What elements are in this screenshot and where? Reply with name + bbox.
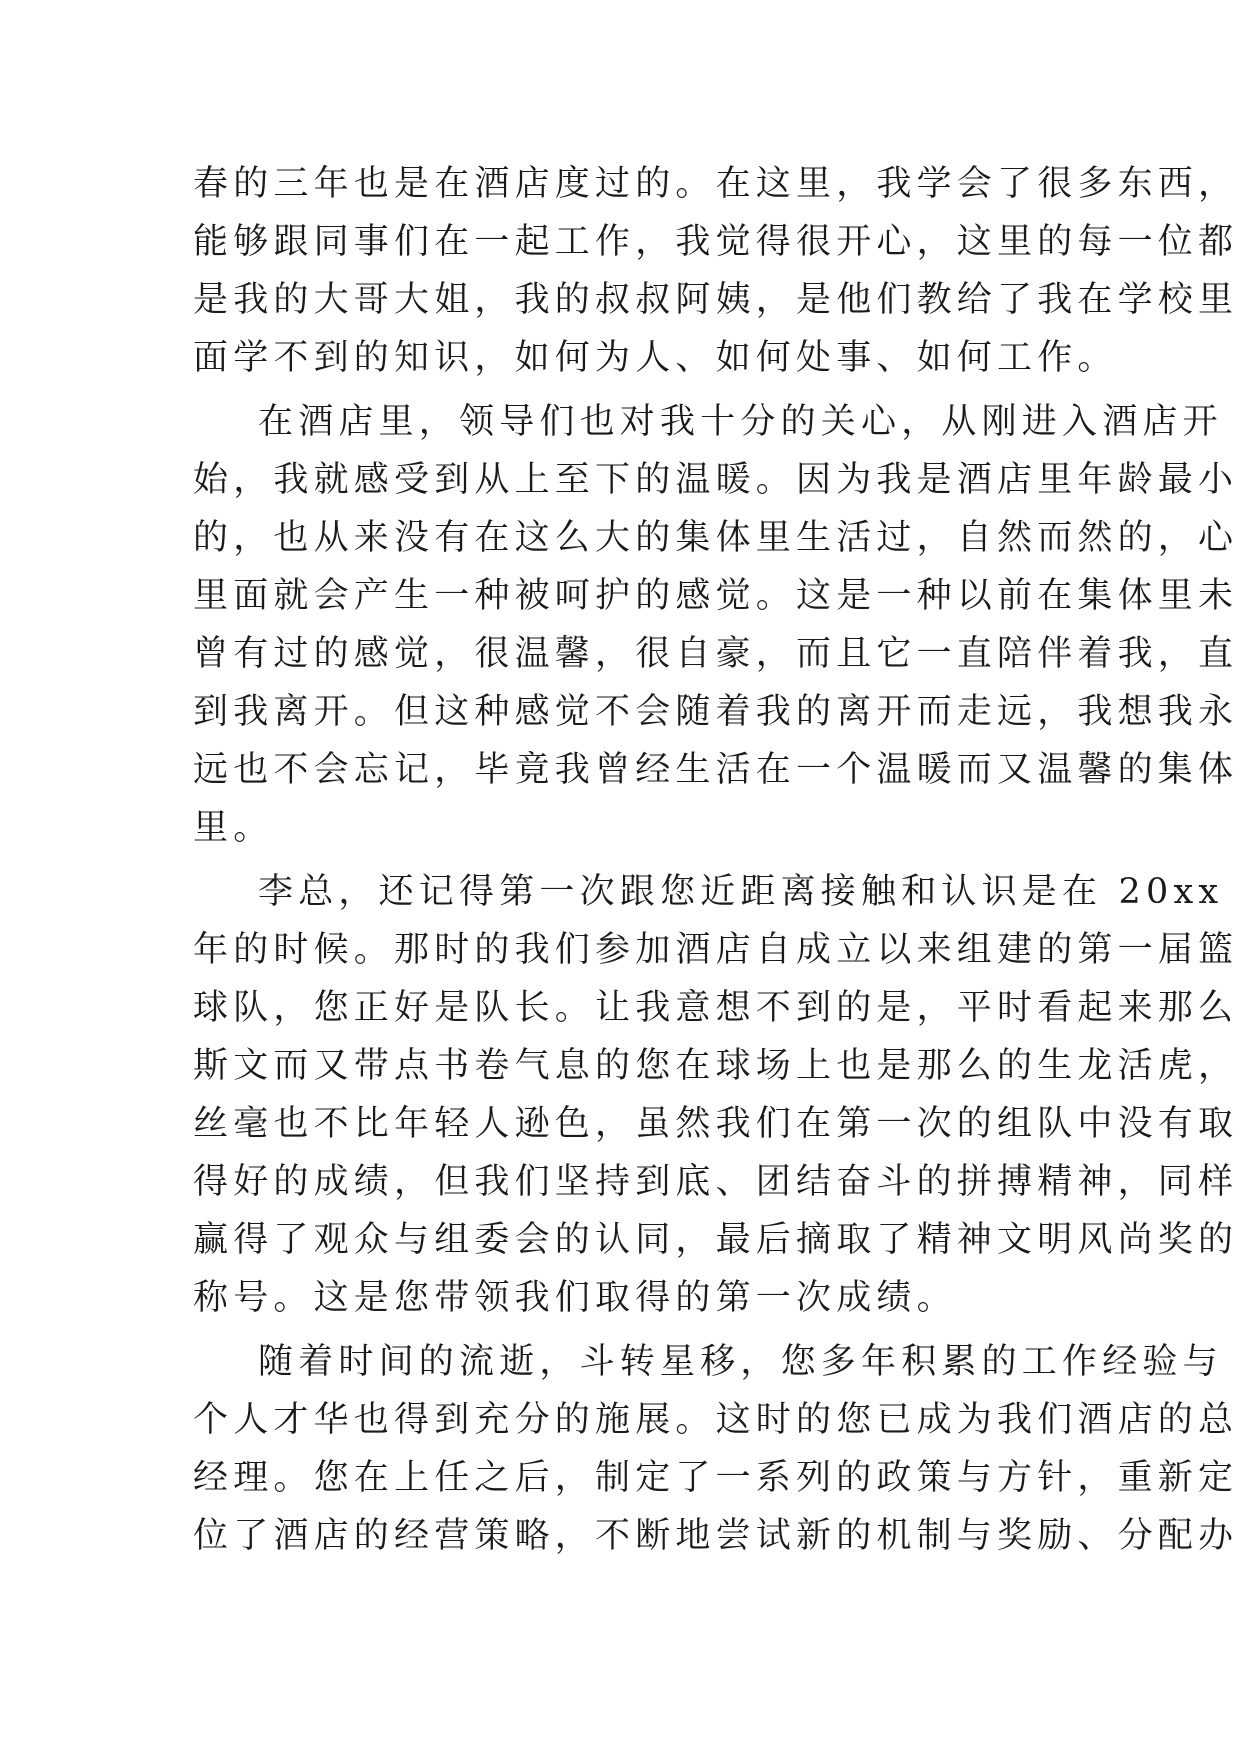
text-line: 经理。您在上任之后，制定了一系列的政策与方针，重新定 [193,1458,1239,1498]
text-line: 称号。这是您带领我们取得的第一次成绩。 [193,1278,957,1318]
paragraph-first-line: 随着时间的流逝，斗转星移，您多年积累的工作经验与 [258,1342,1223,1382]
text-line: 个人才华也得到充分的施展。这时的您已成为我们酒店的总 [193,1400,1239,1440]
text-line: 里。 [193,808,274,848]
text-line: 能够跟同事们在一起工作，我觉得很开心，这里的每一位都 [193,222,1239,262]
paragraph-first-line: 在酒店里，领导们也对我十分的关心，从刚进入酒店开 [258,402,1223,442]
text-line: 曾有过的感觉，很温馨，很自豪，而且它一直陪伴着我，直 [193,634,1239,674]
text-line: 的，也从来没有在这么大的集体里生活过，自然而然的，心 [193,518,1239,558]
paragraph-first-line: 李总，还记得第一次跟您近距离接触和认识是在 20xx [258,872,1224,912]
text-line: 位了酒店的经营策略，不断地尝试新的机制与奖励、分配办 [193,1516,1239,1556]
text-line: 里面就会产生一种被呵护的感觉。这是一种以前在集体里未 [193,576,1239,616]
text-line: 赢得了观众与组委会的认同，最后摘取了精神文明风尚奖的 [193,1220,1239,1260]
text-line: 斯文而又带点书卷气息的您在球场上也是那么的生龙活虎， [193,1046,1239,1086]
text-line: 始，我就感受到从上至下的温暖。因为我是酒店里年龄最小 [193,460,1239,500]
text-line: 丝毫也不比年轻人逊色，虽然我们在第一次的组队中没有取 [193,1104,1239,1144]
text-line: 远也不会忘记，毕竟我曾经生活在一个温暖而又温馨的集体 [193,750,1239,790]
text-line: 面学不到的知识，如何为人、如何处事、如何工作。 [193,338,1118,378]
text-line: 得好的成绩，但我们坚持到底、团结奋斗的拼搏精神，同样 [193,1162,1239,1202]
text-line: 是我的大哥大姐，我的叔叔阿姨，是他们教给了我在学校里 [193,280,1239,320]
text-line: 年的时候。那时的我们参加酒店自成立以来组建的第一届篮 [193,930,1239,970]
text-line: 到我离开。但这种感觉不会随着我的离开而走远，我想我永 [193,692,1239,732]
text-line: 春的三年也是在酒店度过的。在这里，我学会了很多东西， [193,164,1239,204]
text-line: 球队，您正好是队长。让我意想不到的是，平时看起来那么 [193,988,1239,1028]
